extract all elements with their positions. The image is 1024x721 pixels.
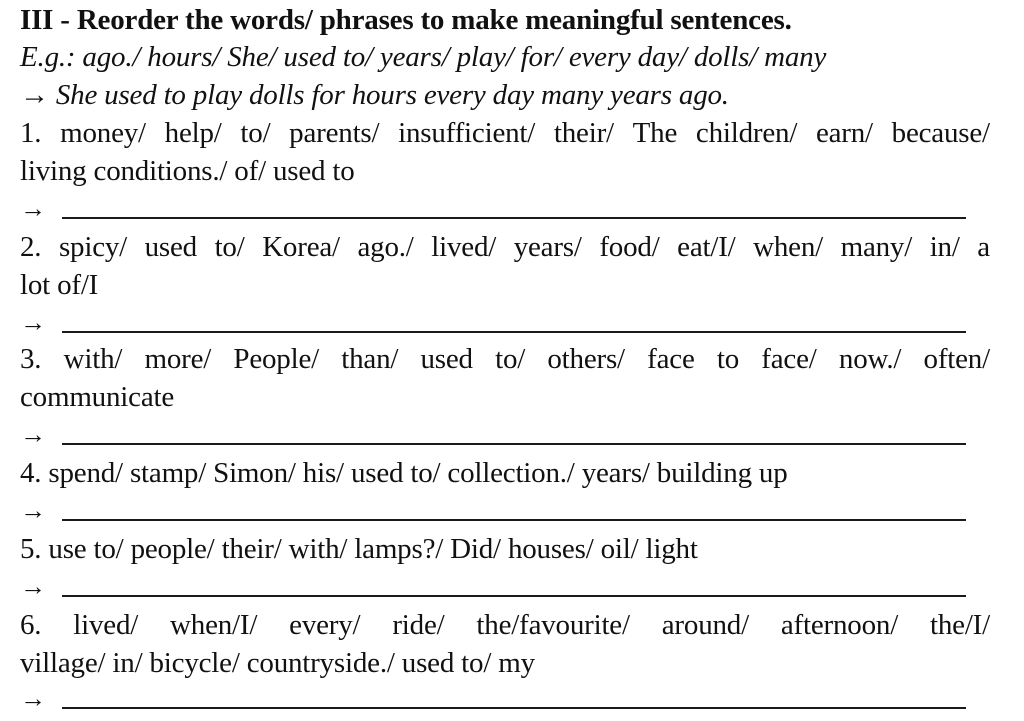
word-token: others/ <box>547 343 625 375</box>
question-1-answer[interactable] <box>20 190 966 228</box>
word-token: to/ <box>214 231 245 263</box>
word-token: used <box>420 343 473 375</box>
question-5-line-1: 5. use to/ people/ their/ with/ lamps?/ Did/ houses/ oil/ light <box>20 533 698 565</box>
arrow-icon: → <box>20 572 46 601</box>
word-token: to/ <box>240 117 271 149</box>
word-token: afternoon/ <box>780 609 899 641</box>
word-token: spicy/ <box>58 231 128 263</box>
word-token: a <box>977 231 990 263</box>
word-token: food/ <box>599 231 660 263</box>
word-token: to/ <box>495 343 526 375</box>
question-4-line-1: 4. spend/ stamp/ Simon/ his/ used to/ collection./ years/ building up <box>20 457 788 489</box>
word-token: ago./ <box>357 231 414 263</box>
word-token: 2. <box>20 231 42 263</box>
question-2-line-1 <box>20 228 990 266</box>
word-token: help/ <box>164 117 222 149</box>
question-4-answer[interactable] <box>20 492 966 530</box>
question-3-line-1 <box>20 340 990 378</box>
word-token: than/ <box>341 343 399 375</box>
word-token: more/ <box>144 343 212 375</box>
word-token: when/I/ <box>170 609 258 641</box>
word-token: face/ <box>761 343 817 375</box>
question-1-line-2: living conditions./ of/ used to <box>20 155 355 187</box>
word-token: the/I/ <box>929 609 990 641</box>
example-prompt: E.g.: ago./ hours/ She/ used to/ years/ play/ for/ every day/ dolls/ many <box>20 41 827 73</box>
word-token: when/ <box>753 231 823 263</box>
arrow-icon: → <box>20 308 46 337</box>
section-title: III - Reorder the words/ phrases to make meaningful sentences. <box>20 4 792 36</box>
word-token: years/ <box>513 231 582 263</box>
word-token: lived/ <box>431 231 497 263</box>
word-token: to <box>716 343 740 375</box>
arrow-icon: → <box>20 684 46 713</box>
word-token: insufficient/ <box>398 117 536 149</box>
word-token: children/ <box>695 117 798 149</box>
word-token: with/ <box>63 343 123 375</box>
answer-blank-line[interactable] <box>62 707 966 709</box>
answer-blank-line[interactable] <box>62 595 966 597</box>
question-3-answer[interactable] <box>20 416 966 454</box>
word-token: in/ <box>929 231 960 263</box>
word-token: their/ <box>553 117 614 149</box>
word-token: eat/I/ <box>677 231 736 263</box>
word-token: 1. <box>20 117 42 149</box>
word-token: now./ <box>838 343 902 375</box>
answer-blank-line[interactable] <box>62 519 966 521</box>
answer-blank-line[interactable] <box>62 443 966 445</box>
word-token: 3. <box>20 343 42 375</box>
word-token: Korea/ <box>262 231 340 263</box>
arrow-icon: → <box>20 496 46 525</box>
answer-blank-line[interactable] <box>62 217 966 219</box>
word-token: The <box>632 117 678 149</box>
word-token: lived/ <box>73 609 139 641</box>
question-6-line-2: village/ in/ bicycle/ countryside./ used to/ my <box>20 647 535 679</box>
word-token: the/favourite/ <box>476 609 630 641</box>
question-5-answer[interactable] <box>20 568 966 606</box>
word-token: around/ <box>661 609 749 641</box>
example-answer: → She used to play dolls for hours every day many years ago. <box>20 79 729 111</box>
question-2-answer[interactable] <box>20 304 966 342</box>
word-token: ride/ <box>392 609 445 641</box>
word-token: face <box>647 343 695 375</box>
question-6-answer[interactable] <box>20 680 966 718</box>
word-token: because/ <box>891 117 990 149</box>
word-token: many/ <box>840 231 913 263</box>
word-token: often/ <box>923 343 990 375</box>
word-token: every/ <box>289 609 361 641</box>
word-token: used <box>144 231 197 263</box>
word-token: 6. <box>20 609 42 641</box>
question-1-line-1 <box>20 114 990 152</box>
arrow-icon: → <box>20 194 46 223</box>
question-6-line-1 <box>20 606 990 644</box>
answer-blank-line[interactable] <box>62 331 966 333</box>
word-token: People/ <box>233 343 319 375</box>
question-2-line-2: lot of/I <box>20 269 99 301</box>
arrow-icon: → <box>20 420 46 449</box>
word-token: parents/ <box>289 117 380 149</box>
word-token: money/ <box>60 117 146 149</box>
question-3-line-2: communicate <box>20 381 175 413</box>
word-token: earn/ <box>815 117 873 149</box>
